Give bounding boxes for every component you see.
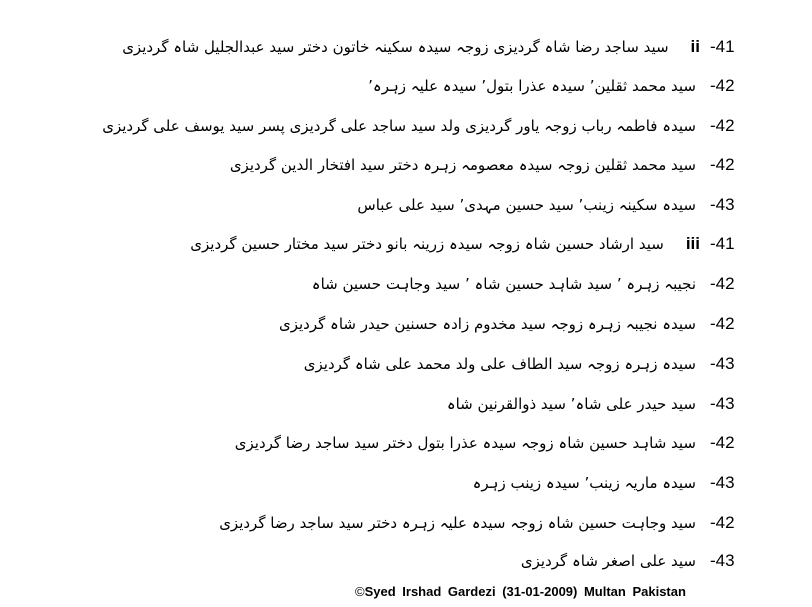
urdu-entry-text: سیدہ زہرہ زوجہ سید الطاف علی ولد محمد علی شاہ گردیزی — [303, 355, 696, 373]
generation-number: -42 — [710, 274, 735, 293]
urdu-entry-text: سید حیدر علی شاہ٬ سید ذوالقرنین شاہ — [446, 395, 696, 413]
copyright-footer — [355, 584, 686, 599]
urdu-entry-text: سیدہ فاطمہ رباب زوجہ یاور گردیزی ولد سید ساجد علی گردیزی پسر سید یوسف علی گردیزی — [102, 117, 696, 135]
genealogy-row — [312, 266, 742, 302]
generation-number: -43 — [710, 354, 735, 373]
genealogy-row — [230, 147, 742, 183]
generation-number: -42 — [710, 433, 735, 452]
urdu-entry-text: سیدہ نجیبہ زہرہ زوجہ سید مخدوم زادہ حسنین حیدر شاہ گردیزی — [278, 315, 696, 333]
urdu-entry-text: سید وجاہت حسین شاہ زوجہ سیدہ علیہ زہرہ دختر سید ساجد رضا گردیزی — [219, 514, 696, 532]
generation-number: -41 — [710, 234, 735, 253]
generation-number: -43 — [710, 195, 735, 214]
roman-numeral: iii — [685, 234, 700, 253]
genealogy-row — [304, 346, 742, 382]
copyright-symbol: © — [355, 584, 365, 599]
genealogy-row — [102, 108, 742, 144]
generation-number: -42 — [710, 513, 735, 532]
copyright-text: Syed Irshad Gardezi (31-01-2009) Multan Pakistan — [364, 584, 686, 599]
genealogy-row — [235, 425, 742, 461]
urdu-entry-text: سید محمد ثقلین٬ سیدہ عذرا بتول٬ سیدہ علیہ زہرہ٬ — [368, 77, 696, 95]
generation-number: -42 — [710, 116, 735, 135]
generation-number: -42 — [710, 314, 735, 333]
urdu-entry-text: سید ساجد رضا شاہ گردیزی زوجہ سیدہ سکینہ خاتون دختر سید عبدالجلیل شاہ گردیزی — [122, 38, 669, 56]
generation-number: -43 — [710, 473, 735, 492]
urdu-entry-text: سید شاہد حسین شاہ زوجہ سیدہ عذرا بتول دختر سید ساجد رضا گردیزی — [234, 434, 696, 452]
genealogy-row — [219, 505, 742, 541]
generation-number: -43 — [710, 551, 735, 570]
urdu-entry-text: سیدہ سکینہ زینب٬ سید حسین مہدی٬ سید علی عباس — [357, 196, 696, 214]
genealogy-row — [357, 187, 742, 223]
generation-number: -42 — [710, 76, 735, 95]
generation-number: -41 — [710, 37, 735, 56]
genealogy-row — [122, 29, 742, 65]
generation-number: -43 — [710, 394, 735, 413]
urdu-entry-text: سید محمد ثقلین زوجہ سیدہ معصومہ زہرہ دختر سید افتخار الدین گردیزی — [229, 156, 696, 174]
urdu-entry-text: سید علی اصغر شاہ گردیزی — [520, 552, 696, 570]
generation-number: -42 — [710, 155, 735, 174]
genealogy-row — [447, 386, 742, 422]
genealogy-row — [473, 465, 742, 501]
urdu-entry-text: نجیبہ زہرہ ٬ سید شاہد حسین شاہ ٬ سید وجاہت حسین شاہ — [311, 275, 696, 293]
roman-numeral: ii — [690, 37, 700, 56]
genealogy-row — [190, 226, 742, 262]
urdu-entry-text: سیدہ ماریہ زینب٬ سیدہ زینب زہرہ — [472, 474, 696, 492]
genealogy-row — [368, 68, 742, 104]
genealogy-row — [279, 306, 742, 342]
genealogy-row — [521, 543, 742, 579]
urdu-entry-text: سید ارشاد حسین شاہ زوجہ سیدہ زرینہ بانو دختر سید مختار حسین گردیزی — [190, 235, 664, 253]
